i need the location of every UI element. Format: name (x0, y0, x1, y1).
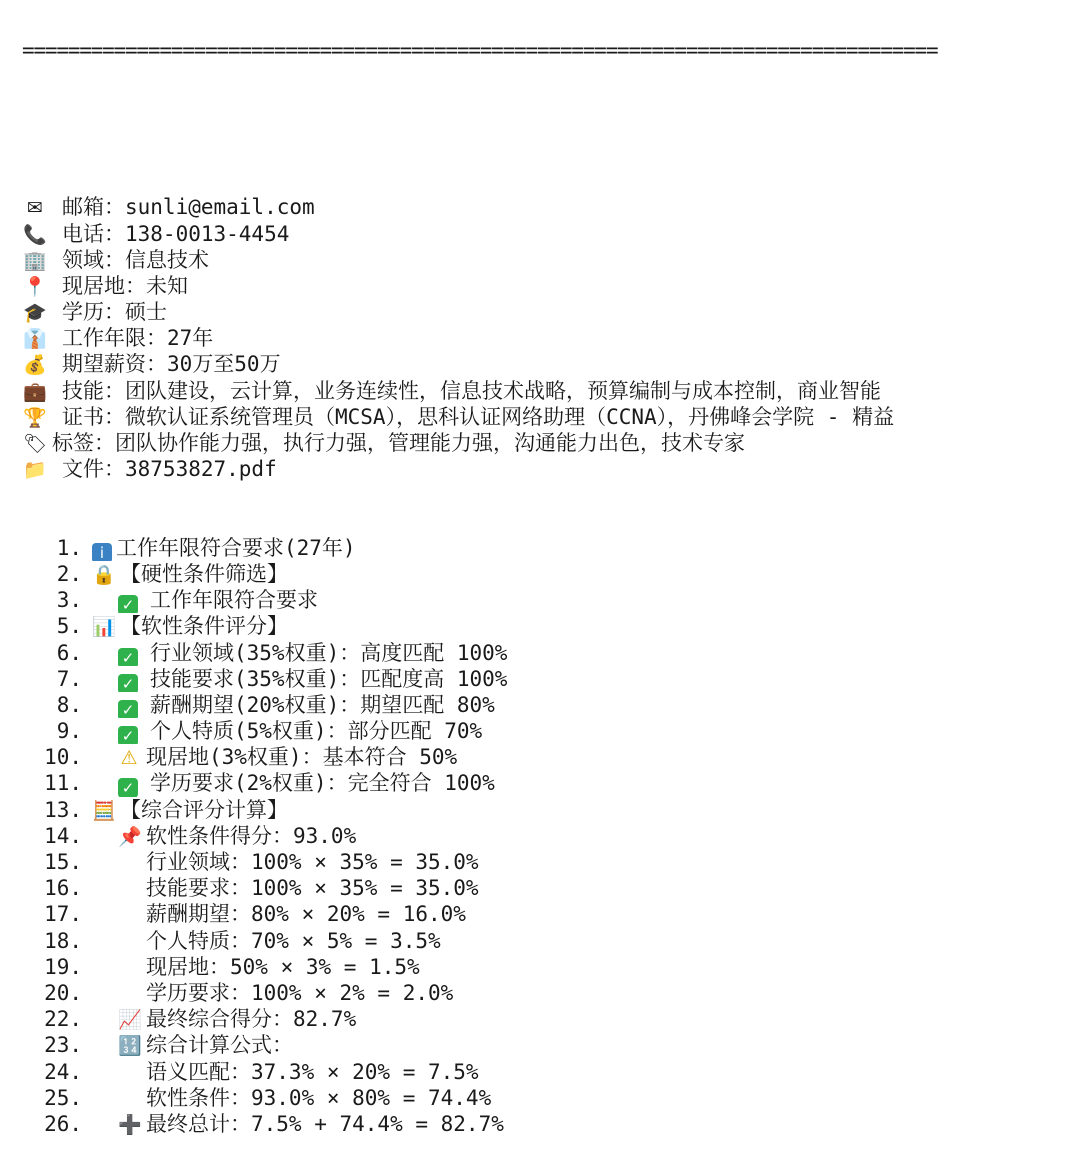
analysis-line-body (92, 614, 288, 638)
analysis-line-body (92, 929, 441, 953)
analysis-line-text: 个人特质：70% × 5% = 3.5% (146, 928, 441, 953)
analysis-line-body (92, 641, 507, 665)
line-number: 8. (56, 692, 82, 717)
resume-field-text: 标签：团队协作能力强，执行力强，管理能力强，沟通能力出色，技术专家 (52, 431, 745, 455)
analysis-line-text: 最终总计：7.5% + 74.4% = 82.7% (146, 1111, 504, 1136)
analysis-line-body (92, 536, 356, 560)
analysis-line-text: 语义匹配：37.3% × 20% = 7.5% (146, 1059, 479, 1084)
analysis-line (22, 692, 1080, 718)
analysis-line-body (92, 824, 356, 848)
analysis-line-text: 【软性条件评分】 (120, 614, 288, 639)
analysis-line (22, 823, 1080, 849)
analysis-line-body (92, 1033, 293, 1057)
phone-icon: 📞 (23, 223, 47, 246)
analysis-line (22, 640, 1080, 666)
line-number: 14. (44, 823, 82, 848)
line-number: 6. (56, 640, 82, 665)
analysis-line-body (92, 745, 457, 769)
analysis-line-body (92, 850, 479, 874)
analysis-line (22, 1032, 1080, 1058)
line-number: 18. (44, 928, 82, 953)
analysis-line-text: 工作年限符合要求(27年) (116, 535, 356, 560)
analysis-line-body (92, 902, 466, 926)
analysis-line-text: 【硬性条件筛选】 (120, 561, 288, 586)
candidate-name-line (22, 90, 1080, 116)
resume-field (22, 273, 1080, 299)
resume-field (22, 221, 1080, 247)
money-bag-icon: 💰 (23, 354, 47, 377)
analysis-line (22, 1085, 1080, 1111)
analysis-line-body (92, 1112, 504, 1136)
analysis-line-text: 行业领域(35%权重)：高度匹配 100% (150, 640, 508, 665)
resume-field (22, 378, 1080, 404)
analysis-line-text: 学历要求(2%权重)：完全符合 100% (150, 771, 495, 796)
briefcase-icon: 💼 (23, 380, 47, 403)
analysis-line (22, 770, 1080, 796)
blank-line (22, 482, 1080, 508)
line-number: 10. (44, 745, 82, 770)
numbers-icon: 🔢 (118, 1035, 142, 1058)
plus-icon: ➕ (118, 1113, 142, 1136)
check-icon: ✓ (118, 778, 138, 796)
blank-line (22, 142, 1080, 168)
analysis-line-body (92, 1007, 356, 1031)
resume-field-text: 邮箱：sunli@email.com (62, 195, 315, 220)
analysis-line-text: 行业领域：100% × 35% = 35.0% (146, 850, 479, 874)
resume-field (22, 247, 1080, 273)
analysis-line-text: 现居地(3%权重)：基本符合 50% (146, 745, 458, 770)
analysis-line-text: 软性条件：93.0% × 80% = 74.4% (146, 1085, 492, 1110)
blank-line (22, 63, 1080, 89)
pushpin-icon: 📌 (118, 825, 142, 848)
analysis-line-body (92, 1060, 479, 1084)
analysis-line-text: 薪酬期望(20%权重)：期望匹配 80% (150, 692, 495, 717)
line-number: 19. (44, 954, 82, 979)
analysis-line (22, 901, 1080, 927)
line-number: 11. (44, 771, 82, 796)
line-number: 1. (56, 535, 82, 560)
lock-icon: 🔒 (92, 563, 116, 586)
analysis-line (22, 797, 1080, 823)
chart-up-icon: 📈 (118, 1009, 142, 1032)
resume-field (22, 351, 1080, 377)
analysis-line (22, 613, 1080, 639)
analysis-line-text: 软性条件得分：93.0% (146, 823, 357, 848)
analysis-line-body (92, 771, 495, 795)
analysis-line (22, 980, 1080, 1006)
line-number: 23. (44, 1033, 82, 1058)
analysis-line-body (92, 955, 420, 979)
graduation-cap-icon: 🎓 (23, 302, 47, 325)
folder-icon: 📁 (23, 459, 47, 482)
analysis-line-text: 个人特质(5%权重)：部分匹配 70% (150, 719, 483, 744)
analysis-line (22, 1006, 1080, 1032)
resume-field (22, 430, 1080, 456)
analysis-line-text: 工作年限符合要求 (150, 588, 318, 613)
line-number: 16. (44, 876, 82, 901)
analysis-line (22, 666, 1080, 692)
line-number: 20. (44, 980, 82, 1005)
trophy-icon: 🏆 (23, 406, 47, 429)
resume-field-text: 现居地：未知 (62, 273, 188, 298)
analysis-line (22, 587, 1080, 613)
resume-field (22, 299, 1080, 325)
resume-field (22, 325, 1080, 351)
analysis-lines (22, 535, 1080, 1137)
analysis-line (22, 561, 1080, 587)
line-number: 24. (44, 1059, 82, 1084)
abacus-icon: 🧮 (92, 799, 116, 822)
line-number: 13. (44, 797, 82, 822)
analysis-line (22, 718, 1080, 744)
envelope-icon: ✉ (27, 197, 43, 220)
analysis-line-text: 现居地：50% × 3% = 1.5% (146, 954, 420, 979)
line-number: 5. (56, 614, 82, 639)
building-icon: 🏢 (23, 249, 47, 272)
resume-title-line (22, 168, 1080, 194)
resume-field-text: 证书：微软认证系统管理员（MCSA），思科认证网络助理（CCNA），丹佛峰会学院 - 精益 (62, 404, 895, 429)
tag-icon: 🏷 (22, 433, 48, 455)
analysis-line-text: 学历要求：100% × 2% = 2.0% (146, 980, 454, 1005)
analysis-line (22, 1111, 1080, 1137)
candidate-score-line (22, 116, 1080, 142)
analysis-line-body (92, 876, 479, 900)
analysis-line-text: 薪酬期望：80% × 20% = 16.0% (146, 902, 466, 927)
line-number: 15. (44, 850, 82, 874)
resume-field-text: 领域：信息技术 (62, 247, 209, 272)
id-badge-icon: 👔 (23, 328, 47, 351)
resume-field-text: 期望薪资：30万至50万 (62, 352, 281, 377)
resume-field-text: 工作年限：27年 (62, 326, 214, 351)
check-icon: ✓ (118, 595, 138, 613)
analysis-line (22, 744, 1080, 770)
analysis-line (22, 875, 1080, 901)
analysis-line-body (92, 798, 288, 822)
analysis-title-line (22, 509, 1080, 535)
results-header (22, 11, 1080, 37)
analysis-line (22, 535, 1080, 561)
analysis-line-body (92, 562, 288, 586)
resume-field-text: 电话：138-0013-4454 (62, 221, 290, 246)
check-icon: ✓ (118, 648, 138, 666)
line-number: 17. (44, 902, 82, 927)
analysis-line-body (92, 981, 453, 1005)
resume-field (22, 194, 1080, 220)
terminal-output (22, 11, 1080, 1137)
resume-field (22, 404, 1080, 430)
analysis-line-body (92, 667, 507, 691)
line-number: 25. (44, 1085, 82, 1110)
line-number: 3. (56, 588, 82, 613)
resume-field-text: 学历：硕士 (62, 300, 167, 325)
resume-fields (22, 194, 1080, 482)
analysis-line-body (92, 719, 482, 743)
analysis-line-text: 综合计算公式： (146, 1033, 293, 1058)
warning-icon: ⚠ (120, 747, 138, 770)
analysis-line (22, 954, 1080, 980)
analysis-line (22, 928, 1080, 954)
analysis-line-text: 【综合评分计算】 (120, 797, 288, 822)
analysis-line (22, 1059, 1080, 1085)
analysis-line-body (92, 1086, 491, 1110)
line-number: 26. (44, 1111, 82, 1136)
check-icon: ✓ (118, 700, 138, 718)
check-icon: ✓ (118, 674, 138, 692)
line-number: 2. (56, 561, 82, 586)
info-icon: i (92, 543, 112, 561)
check-icon: ✓ (118, 726, 138, 744)
resume-field-text: 文件：38753827.pdf (62, 457, 277, 482)
separator-line: ================================================================================ (22, 38, 938, 63)
bar-chart-icon: 📊 (92, 616, 116, 639)
analysis-line-text: 技能要求(35%权重)：匹配度高 100% (150, 666, 508, 691)
analysis-line-text: 最终综合得分：82.7% (146, 1007, 357, 1032)
line-number: 7. (56, 666, 82, 691)
analysis-line-body (92, 693, 495, 717)
line-number: 9. (56, 719, 82, 744)
analysis-line-body (92, 588, 318, 612)
analysis-line-text: 技能要求：100% × 35% = 35.0% (146, 876, 479, 901)
pin-icon: 📍 (23, 275, 47, 298)
analysis-line (22, 849, 1080, 875)
resume-field-text: 技能：团队建设，云计算，业务连续性，信息技术战略，预算编制与成本控制，商业智能 (62, 378, 881, 403)
line-number: 22. (44, 1007, 82, 1032)
resume-field (22, 456, 1080, 482)
